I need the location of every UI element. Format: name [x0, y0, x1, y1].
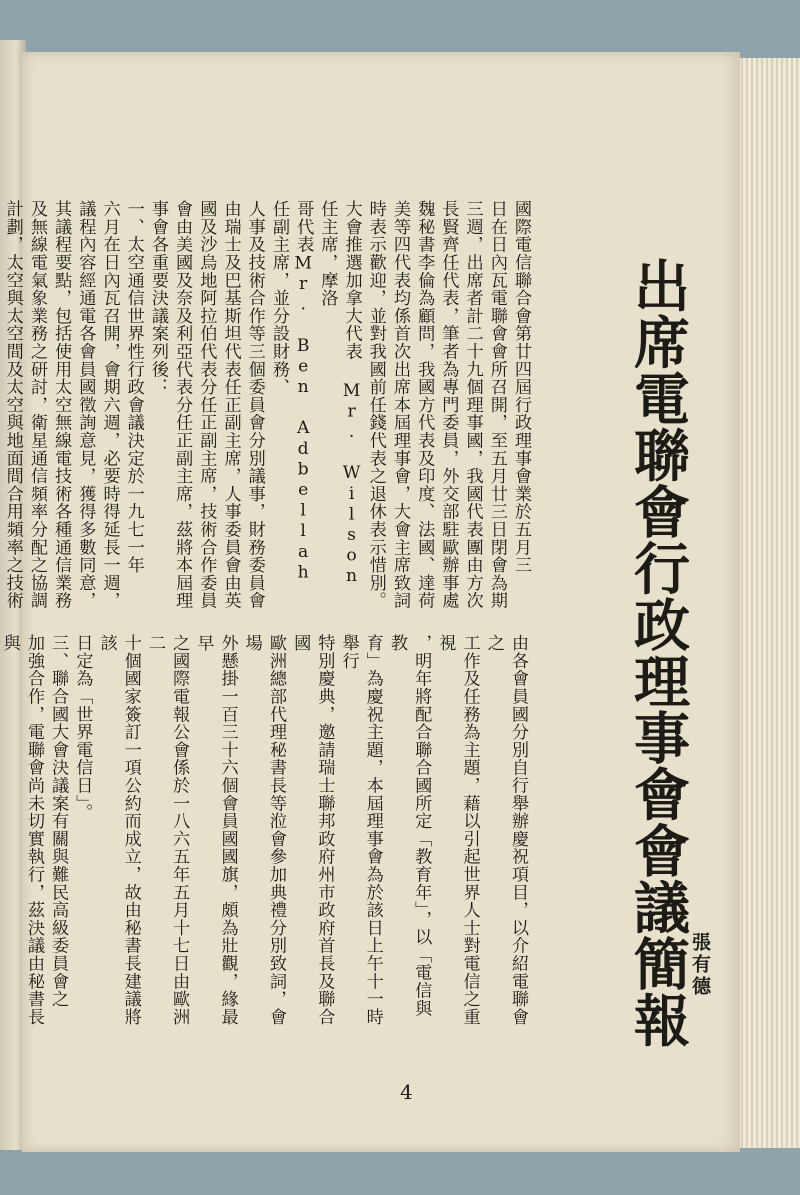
text-line: 會由美國及奈及利亞代表分任正副主席，茲將本屆理 — [172, 200, 193, 610]
document-page — [0, 52, 740, 1152]
text-line: 加強合作，電聯會尚未切實執行，茲決議由秘書長與 — [0, 634, 44, 1026]
text-line: 事會各重要決議案列後： — [147, 200, 168, 396]
text-line: 由各會員國分別自行舉辦慶祝項目，以介紹電聯會之 — [483, 634, 528, 1026]
text-line: 六月在日內瓦召開，會期六週，必要時得延長一週， — [99, 200, 120, 610]
text-line: 國及沙烏地阿拉伯代表分任正副主席，技術合作委員 — [196, 200, 217, 610]
text-line: 及無線電氣象業務之研討，衛星通信頻率分配之協調 — [26, 200, 47, 610]
text-line: ，明年將配合聯合國所定「教育年」，以「電信與教 — [386, 634, 432, 1017]
text-line: 哥代表Mr. Ben Adbellah 任副主席，並分設財務、 — [268, 200, 314, 583]
page-number: 4 — [400, 1080, 413, 1104]
text-line: 一、太空通信世界性行政會議決定於一九七一年 — [123, 200, 144, 574]
text-line: 議程內容經通電各會員國徵詢意見，獲得多數同意， — [75, 200, 96, 610]
text-line: 魏秘書李倫為顧問，我國方代表及印度、法國、達荷 — [414, 200, 435, 610]
text-line: 三、聯合國大會決議案有關與難民高級委員會之 — [48, 634, 69, 1008]
text-line: 人事及技術合作等三個委員會分別議事，財務委員會 — [244, 200, 265, 610]
article-title: 出席電聯會行政理事會會議簡報 — [625, 257, 691, 1048]
text-line: 十個國家簽訂一項公約而成立，故由秘書長建議將該 — [96, 634, 141, 1026]
text-line: 之國際電報公會係於一八六五年五月十七日由歐洲二 — [144, 634, 190, 1026]
text-line: 工作及任務為主題，藉以引起世界人士對電信之重視 — [435, 634, 480, 1026]
text-line: 國際電信聯合會第廿四屆行政理事會業於五月三 — [511, 200, 531, 574]
text-line: 由瑞士及巴基斯坦代表任正副主席，人事委員會由英 — [220, 200, 241, 610]
upper-text-block — [0, 200, 533, 620]
text-line: 計劃，太空與太空間及太空與地面間合用頻率之技術 — [2, 200, 23, 610]
page-stack-edge — [738, 58, 800, 1148]
text-line: 日在日內瓦電聯會會所召開，至五月廿三日閉會為期 — [486, 200, 507, 610]
article-author: 張有德 — [689, 932, 711, 998]
text-line: 長賢齊任代表，筆者為專門委員，外交部駐歐辦事處 — [438, 200, 459, 610]
text-line: 特別慶典，邀請瑞士聯邦政府州市政府首長及聯合國 — [290, 634, 335, 1026]
text-line: 外懸掛一百三十六個會員國國旗，頗為壯觀，緣最早 — [193, 634, 238, 1026]
text-line: 其議程要點，包括使用太空無線電技術各種通信業務 — [51, 200, 72, 610]
lower-text-block — [0, 634, 530, 1026]
text-line: 時表示歡迎，並對我國前任錢代表之退休表示惜別。 — [365, 200, 386, 610]
text-line: 歐洲總部代理秘書長等涖會參加典禮分別致詞，會場 — [241, 634, 286, 1026]
text-line: 美等四代表均係首次出席本屆理事會，大會主席致詞 — [389, 200, 410, 610]
text-line: 日定為「世界電信日」。 — [72, 634, 93, 822]
text-line: 大會推選加拿大代表 Mr. Wilson 任主席，摩洛 — [317, 200, 362, 587]
text-line: 育」為慶祝主題，本屆理事會為於該日上午十一時舉行 — [338, 634, 383, 1026]
text-line: 三週，出席者計二十九個理事國，我國代表團由方次 — [462, 200, 483, 610]
